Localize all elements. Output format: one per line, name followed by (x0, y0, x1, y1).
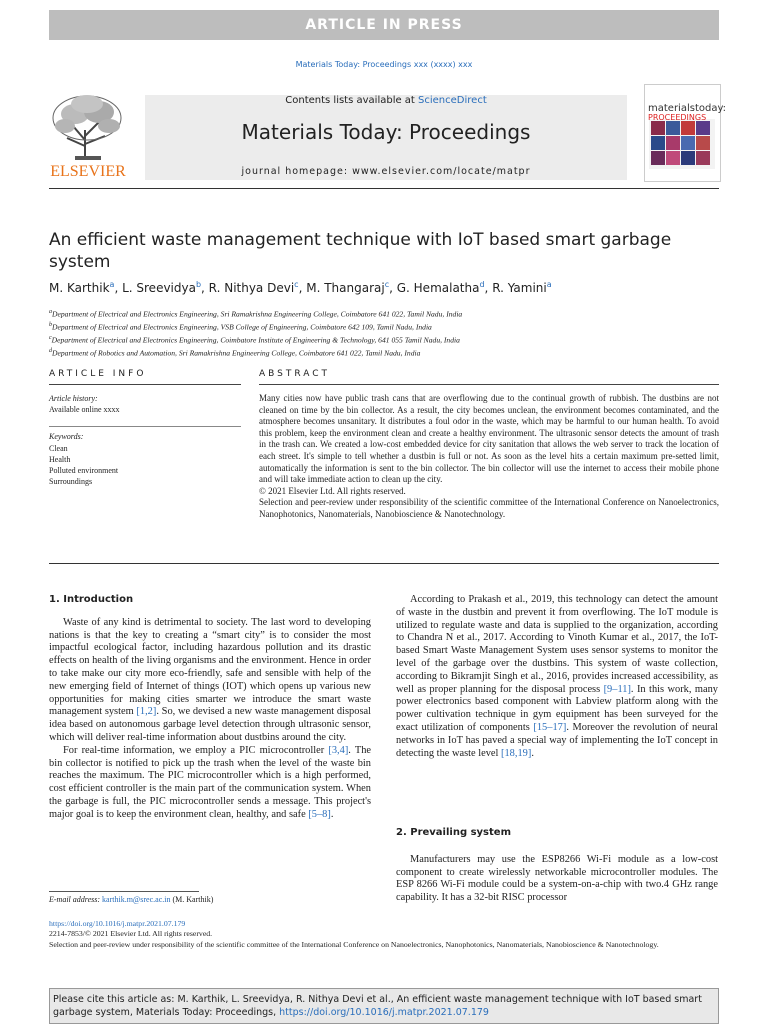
journal-title: Materials Today: Proceedings (241, 120, 531, 144)
affiliation (49, 346, 462, 359)
journal-reference-link[interactable]: Materials Today: Proceedings xxx (xxxx) xxx (295, 60, 473, 69)
article-history-heading: Article history: (49, 394, 98, 403)
affiliation-key: b (49, 322, 52, 329)
issn-line: 2214-7853/© 2021 Elsevier Ltd. All rights reserved. (49, 929, 213, 939)
paragraph-text: . (330, 808, 334, 820)
author-email-link[interactable]: karthik.m@srec.ac.in (102, 895, 171, 904)
paragraph-text: According to Prakash et al., 2019, this technology can detect the amount of waste in the dustbin and prevent it from overflowing. The IoT module is utilized to regulate waste and data is supplied to the organization, according to Chandra N et al., 2017. According to Vinoth Kumar et al., 2017, the IoT-based Smart Waste Management System uses sensor systems to monitor the level of the garbage over the dustbins. This system of waste collection, according to Bikramjit Singh et al., 2016, provides increased accessibility, as well as proper planning for the disposal process (396, 594, 718, 695)
author-name: M. Karthik (49, 281, 110, 295)
affiliation-marker[interactable]: b (195, 280, 202, 289)
author-name: R. Yamini (492, 281, 547, 295)
keyword: Polluted environment (49, 466, 119, 475)
affiliation-text: Department of Electrical and Electronics Engineering, VSB College of Engineering, Coimbatore 642 109, Tamil Nadu, India (52, 322, 432, 332)
citation-link[interactable]: [15–17] (533, 721, 567, 733)
keywords-divider (49, 426, 241, 427)
elsevier-wordmark: ELSEVIER (50, 163, 126, 180)
article-info-label: ARTICLE INFO (49, 369, 147, 379)
front-matter-divider (49, 563, 719, 564)
affiliation-text: Department of Robotics and Automation, Sri Ramakrishna Engineering College, Coimbatore 641 022, Tamil Nadu, India (52, 348, 421, 358)
paragraph (49, 617, 371, 745)
section-heading-introduction: 1. Introduction (49, 594, 134, 605)
paragraph-text: For real-time information, we employ a PIC microcontroller (63, 744, 329, 756)
citation-text: Please cite this article as: M. Karthik, L. Sreevidya, R. Nithya Devi et al., An efficient waste management technique with IoT based smart garbage system, Materials Today: Proceedings, (53, 994, 702, 1018)
affiliation (49, 333, 462, 346)
corresponding-author-footnote (49, 895, 213, 904)
sciencedirect-link[interactable]: ScienceDirect (418, 95, 487, 106)
paragraph: Manufacturers may use the ESP8266 Wi-Fi module as a low-cost component to create wirelessly networkable microcontroller modules. The ESP 8266 Wi-Fi module could be a system-on-a-chip with two.4 GHz range capability. It has a 32-bit RISC processor (396, 853, 718, 904)
affiliation-key: a (49, 309, 52, 315)
paragraph-text: . The bin collector is notified to pick up the trash when the level of the waste bin reaches the maximum. The PIC microcontroller which is a high performed, cost efficient controller is the main part of the communication system. When the garbage is full, the PIC microcontroller sends a message. This project's major goal is to keep the environment clean, healthy, and safe (49, 744, 371, 820)
doi-link[interactable]: https://doi.org/10.1016/j.matpr.2021.07.179 (49, 919, 186, 928)
right-column-section2 (396, 827, 718, 905)
email-owner: (M. Karthik) (170, 895, 214, 904)
affiliations (49, 307, 462, 359)
article-history-value: Available online xxxx (49, 405, 120, 414)
journal-cover-image (644, 84, 721, 182)
citation-doi-link[interactable]: https://doi.org/10.1016/j.matpr.2021.07.179 (279, 1006, 489, 1018)
paragraph-text: Waste of any kind is detrimental to society. The last word to developing nations is that the key to creating a “smart city” is to consider the most impactful ecological factor, including hazardous pollution and its drastic effects on health of the living organisms and the environment. Hence in order to take make our city more eco-friendly, safe and sensible with help of the new emerging field of Internet of things (IOT) which opens up various new opportunities for making cities smarter we introduce the smart waste management system (49, 616, 371, 718)
abstract-divider (259, 384, 719, 385)
paragraph (49, 745, 371, 822)
affiliation-marker[interactable]: d (479, 280, 485, 289)
doi-block (49, 919, 719, 950)
paragraph-text: . (531, 747, 534, 759)
affiliation (49, 307, 462, 320)
footnote-divider (49, 891, 199, 892)
abstract-peer-review: Selection and peer-review under responsibility of the scientific committee of the International Conference on Nanoelectronics, Nanophotonics, Nanomaterials, Nanobioscience & Nanotechnology. (259, 497, 719, 519)
article-in-press-banner: ARTICLE IN PRESS (49, 10, 719, 40)
cover-art (645, 85, 720, 181)
author-list: M. Karthik$^a$, L. Sreevidya$^b$, R. Nithya Devi$^c$, M. Thangaraj$^c$, G. Hemalatha$^d$, R. Yamini$^a$ (49, 280, 552, 295)
abstract-body (259, 393, 719, 521)
citation-link[interactable]: [9–11] (603, 683, 631, 695)
paragraph (396, 594, 718, 760)
keyword: Surroundings (49, 477, 93, 486)
keyword: Clean (49, 444, 68, 453)
affiliation-text: Department of Electrical and Electronics Engineering, Coimbatore Institute of Engineering & Technology, 641 055 Tamil Nadu, India (51, 335, 460, 345)
affiliation-marker[interactable]: c (384, 280, 390, 289)
affiliation-marker[interactable]: a (109, 280, 115, 289)
affiliation-marker[interactable]: a (546, 280, 552, 289)
affiliation-key: d (49, 348, 52, 355)
author-name: M. Thangaraj (306, 281, 385, 295)
citation-link[interactable]: [5–8] (308, 808, 331, 820)
left-column (49, 594, 371, 822)
elsevier-tree-logo (45, 90, 129, 164)
keywords-heading: Keywords: (49, 432, 84, 441)
cover-title (648, 104, 726, 122)
author-name: R. Nithya Devi (208, 281, 295, 295)
abstract-copyright: © 2021 Elsevier Ltd. All rights reserved. (259, 485, 406, 496)
right-column (396, 594, 718, 760)
contents-prefix: Contents lists available at (285, 95, 419, 106)
article-title: An efficient waste management technique with IoT based smart garbage system (49, 230, 672, 272)
article-info-divider (49, 384, 241, 385)
affiliation-marker[interactable]: c (294, 280, 299, 289)
cover-title-sub: PROCEEDINGS (648, 113, 707, 122)
paragraph-text: . In this work, many power electronics based component with Labview platform along with the power cultivation technique in gym equipment has been surveyed for the exact utilization of components (396, 683, 718, 733)
email-label: E-mail address: (49, 895, 103, 904)
citation-link[interactable]: [3,4] (328, 744, 349, 756)
author-name: L. Sreevidya (122, 281, 196, 295)
section-heading-prevailing-system: 2. Prevailing system (396, 827, 511, 838)
citation-box (49, 988, 719, 1024)
abstract-text: Many cities now have public trash cans that are overflowing due to the continual growth of rubbish. The dustbins are not cleaned on time by the bin collector. As a result, the city becomes unclean, the environment becomes contaminated, and the atmosphere becomes unsanitary. It distributes a foul odor in the waste, which may be harmful to our human health. To avoid this problem, keep the environment clean and create a healthy environment. The ultrasonic sensor detects the amount of trash in the trash can. We created a low-cost embedded device for city sanitation that allows the web server to track the location of each street. It's simple to tell whether a dustbin is full or not. As soon as the level hits a certain maximum pre-setted limit, automatically the information is sent to the bin collector. The bin collector will use the internet to access their mobile phone and will take immediate action to clean up the city. (259, 393, 719, 485)
journal-homepage[interactable]: journal homepage: www.elsevier.com/locate/matpr (241, 166, 531, 177)
paragraph-text: . Moreover the revolution of neural networks in IoT has paved a special way of implementing the IoT concept in detecting the waste level (396, 721, 719, 759)
contents-line (145, 95, 627, 106)
citation-link[interactable]: [18,19] (501, 747, 532, 759)
citation-link[interactable]: [1,2] (136, 706, 157, 718)
affiliation (49, 320, 462, 333)
peer-review-note: Selection and peer-review under responsibility of the scientific committee of the International Conference on Nanoelectronics, Nanophotonics, Nanomaterials, Nanobioscience & Nanotechnology. (49, 939, 659, 949)
keywords-list (49, 443, 118, 487)
keyword: Health (49, 455, 71, 464)
abstract-label: ABSTRACT (259, 369, 331, 379)
paragraph-text: . So, we devised a new waste management disposal idea based on autonomous garbage level detection through ultrasonic sensor, which will deliver real-time information about dustbins around the city. (49, 706, 371, 743)
header-divider (49, 188, 719, 189)
affiliation-text: Department of Electrical and Electronics Engineering, Sri Ramakrishna Engineering College, Coimbatore 641 022, Tamil Nadu, India (52, 309, 463, 319)
affiliation-key: c (49, 335, 52, 342)
author-name: G. Hemalatha (396, 281, 480, 295)
cover-title-main: materialstoday: (648, 103, 727, 114)
